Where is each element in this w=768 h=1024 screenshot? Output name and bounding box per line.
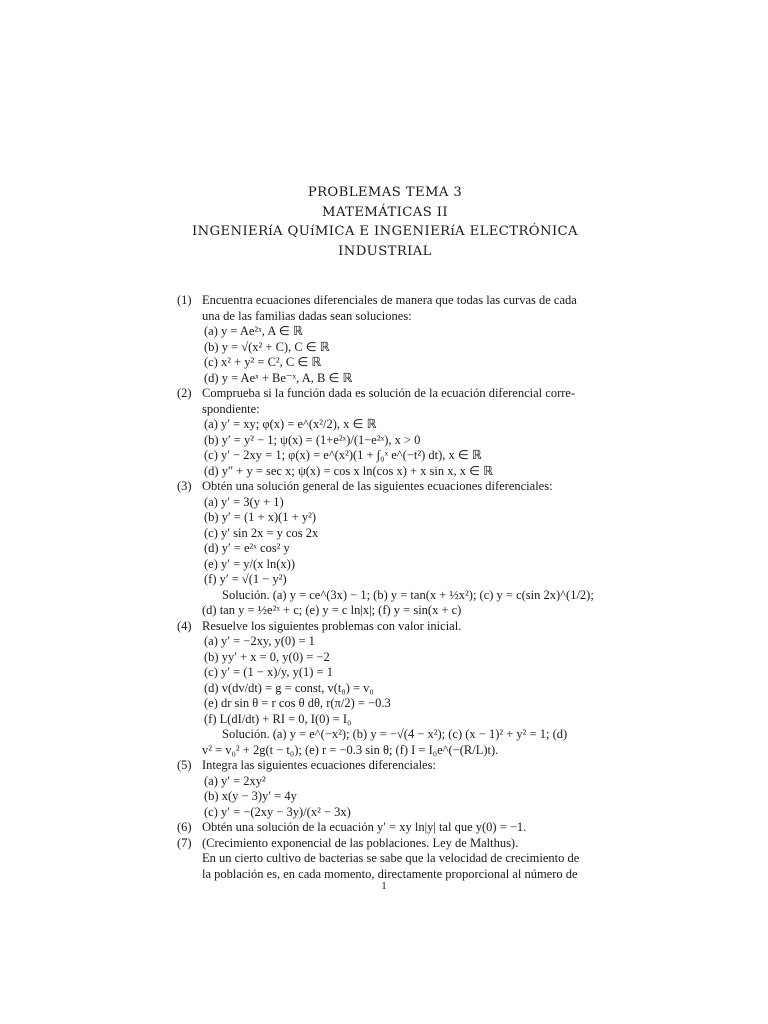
list-item: (d) y = Aeˣ + Be⁻ˣ, A, B ∈ ℝ <box>204 370 353 385</box>
list-item: (b) yy′ + x = 0, y(0) = −2 <box>204 649 330 664</box>
solution-line: Solución. (a) y = e^(−x²); (b) y = −√(4 − x²); (c) (x − 1)² + y² = 1; (d) <box>222 727 568 741</box>
solution-line-continued: (d) tan y = ½e²ˣ + c; (e) y = c ln|x|; (f) y = sin(x + c) <box>202 603 462 617</box>
list-item: (b) y = √(x² + C), C ∈ ℝ <box>204 339 330 354</box>
problem-text: (Crecimiento exponencial de las poblaciones. Ley de Malthus). <box>202 835 519 850</box>
problem-text: Comprueba si la función dada es solución de la ecuación diferencial corre- <box>202 386 576 400</box>
subject-line: MATEMÁTICAS II <box>322 204 448 220</box>
list-item: (c) y′ sin 2x = y cos 2x <box>204 525 319 540</box>
title-line: PROBLEMAS TEMA 3 <box>307 185 463 200</box>
problem-number: (6) <box>177 820 192 834</box>
list-item: (f) y′ = √(1 − y²) <box>204 572 287 586</box>
solution-line-continued: v² = v₀² + 2g(t − t₀); (e) r = −0.3 sin θ; (f) I = I₀e^(−(R/L)t). <box>202 742 499 757</box>
degree-line-continued: INDUSTRIAL <box>338 243 432 259</box>
list-item: (e) y′ = y/(x ln(x)) <box>204 556 296 571</box>
problem-number: (5) <box>177 758 192 772</box>
list-item: (e) dr sin θ = r cos θ dθ, r(π/2) = −0.3 <box>204 696 391 710</box>
list-item: (a) y′ = 2xy² <box>204 773 266 788</box>
list-item: (c) y′ = (1 − x)/y, y(1) = 1 <box>204 665 333 679</box>
problem-text-continued: una de las familias dadas sean soluciones: <box>202 308 412 323</box>
document-title <box>150 183 620 261</box>
list-item: (d) y″ + y = sec x; ψ(x) = cos x ln(cos x) + x sin x, x ∈ ℝ <box>204 463 494 478</box>
problem-text: Encuentra ecuaciones diferenciales de manera que todas las curvas de cada <box>202 293 577 307</box>
list-item: (a) y′ = −2xy, y(0) = 1 <box>204 634 315 648</box>
list-item: (b) y′ = y² − 1; ψ(x) = (1+e²ˣ)/(1−e²ˣ), x > 0 <box>204 432 421 447</box>
problem-6-line <box>177 820 612 836</box>
list-item: (d) y′ = e²ˣ cos² y <box>204 541 290 555</box>
problem-5-line <box>177 758 612 774</box>
problem-list <box>177 293 612 882</box>
list-item: (b) x(y − 3)y′ = 4y <box>204 789 297 803</box>
problem-text: Obtén una solución de la ecuación y′ = xy ln|y| tal que y(0) = −1. <box>202 820 527 834</box>
list-item: (d) v(dv/dt) = g = const, v(t₀) = v₀ <box>204 680 374 695</box>
list-item: (a) y = Ae²ˣ, A ∈ ℝ <box>204 324 303 338</box>
list-item: (a) y′ = 3(y + 1) <box>204 494 284 509</box>
list-item: (c) y′ = −(2xy − 3y)/(x² − 3x) <box>204 804 351 819</box>
problem-2-line <box>177 386 612 402</box>
problem-text: Obtén una solución general de las siguientes ecuaciones diferenciales: <box>202 479 553 493</box>
degree-line: INGENIERíA QUíMICA E INGENIERíA ELECTRÓNICA <box>192 224 578 239</box>
problem-number: (1) <box>177 293 192 307</box>
list-item: (c) y′ − 2xy = 1; φ(x) = e^(x²)(1 + ∫₀ˣ e^(−t²) dt), x ∈ ℝ <box>204 448 482 462</box>
problem-7-line <box>177 836 612 852</box>
problem-text: Integra las siguientes ecuaciones diferenciales: <box>202 758 436 772</box>
list-item: (a) y′ = xy; φ(x) = e^(x²/2), x ∈ ℝ <box>204 417 377 431</box>
problem-text-continued: spondiente: <box>202 401 260 416</box>
problem-3-line <box>177 479 612 495</box>
problem-number: (7) <box>177 835 192 850</box>
page-number: 1 <box>381 880 387 892</box>
problem-1-line <box>177 293 612 309</box>
list-item: (f) L(dI/dt) + RI = 0, I(0) = I₀ <box>204 711 352 726</box>
list-item: (b) y′ = (1 + x)(1 + y²) <box>204 510 316 524</box>
problem-number: (3) <box>177 479 192 493</box>
solution-line: Solución. (a) y = ce^(3x) − 1; (b) y = tan(x + ½x²); (c) y = c(sin 2x)^(1/2); <box>222 587 594 602</box>
list-item: (c) x² + y² = C², C ∈ ℝ <box>204 355 322 369</box>
problem-text-continued: En un cierto cultivo de bacterias se sabe que la velocidad de crecimiento de <box>202 851 580 865</box>
problem-text: Resuelve los siguientes problemas con valor inicial. <box>202 618 462 633</box>
problem-text-continued: la población es, en cada momento, directamente proporcional al número de <box>202 866 578 881</box>
problem-4-line <box>177 619 612 635</box>
problem-number: (4) <box>177 618 192 633</box>
problem-number: (2) <box>177 386 192 400</box>
